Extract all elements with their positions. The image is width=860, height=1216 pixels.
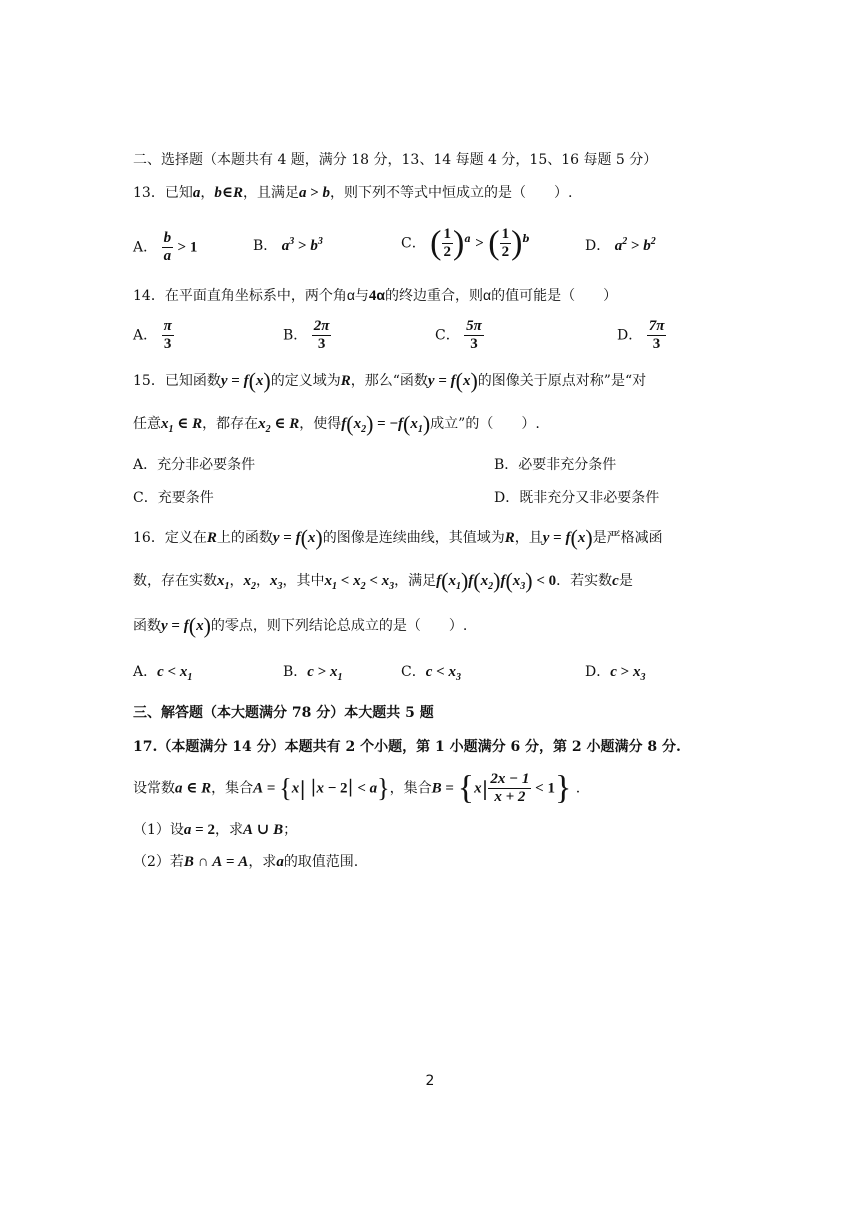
question-16-stem-line1: 16．定义在R上的函数y = f(x)的图像是连续曲线，其值域为R，且y = f(x)是严格减函 <box>133 525 663 550</box>
q14-option-b: B． $\frac{2\pi}{3}$ <box>283 318 330 352</box>
question-13-stem: 13．已知a，b∈R，且满足a > b，则下列不等式中恒成立的是（ ）. <box>133 185 573 201</box>
q13-option-a: A． $\frac{b}{a}$ > 1 <box>133 230 198 264</box>
q14-option-d: D． $\frac{7\pi}{3}$ <box>617 318 665 352</box>
section-2-heading: 二、选择题（本题共有 4 题，满分 18 分，13、14 每题 4 分，15、16 每题 5 分） <box>133 152 658 168</box>
q13-option-c: C． ( $\frac{1}{2}$ )$^a$ > ( $\frac{1}{2}$ )$^b$ <box>401 224 530 262</box>
q13-option-b: B． $a^3 > b^3$ <box>253 236 323 254</box>
question-17-stem: 设常数a ∈ R，集合A = {x| |x − 2| < a}，集合B = {x| $\frac{2x - 1}{x + 2}$ < 1} . <box>133 769 581 807</box>
q15-option-c: C．充要条件 <box>133 490 214 506</box>
question-16-stem-line2: 数，存在实数$x_1$，$x_2$，$x_3$，其中$x_1 < x_2 < x_3$，满足$f(x_1)f(x_2)f(x_3) < 0$．若实数c是 <box>133 568 633 593</box>
q16-option-d: D．$c > x_3$ <box>585 664 646 683</box>
q13-option-d: D． $a^2 > b^2$ <box>585 236 656 254</box>
q14-option-c: C． $\frac{5\pi}{3}$ <box>435 318 482 352</box>
q15-option-d: D．既非充分又非必要条件 <box>494 490 660 506</box>
question-15-stem-line2: 任意$x_1$ ∈ R，都存在$x_2$ ∈ R，使得$f(x_2) = -f(x_1)$成立”的（ ）. <box>133 411 540 436</box>
q16-option-c: C．$c < x_3$ <box>401 664 461 683</box>
question-17-part-2: （2）若B ∩ A = A，求a的取值范围. <box>133 854 359 870</box>
q16-option-b: B．$c > x_1$ <box>283 664 343 683</box>
question-17-part-1: （1）设a = 2，求A ∪ B； <box>133 822 298 838</box>
page-number: 2 <box>425 1073 435 1089</box>
question-15-stem-line1: 15．已知函数y = f(x)的定义域为R，那么“函数y = f(x)的图像关于原点对称”是“对 <box>133 368 647 393</box>
q14-option-a: A． $\frac{\pi}{3}$ <box>133 318 172 352</box>
question-17-header: 17.（本题满分 14 分）本题共有 2 个小题，第 1 小题满分 6 分，第 2 小题满分 8 分. <box>133 739 681 755</box>
question-16-stem-line3: 函数y = f(x)的零点，则下列结论总成立的是（ ）. <box>133 613 468 638</box>
q16-option-a: A．$c < x_1$ <box>133 664 193 683</box>
q15-option-b: B．必要非充分条件 <box>494 457 617 473</box>
question-14-stem: 14．在平面直角坐标系中，两个角α与4α的终边重合，则α的值可能是（ ） <box>133 287 618 304</box>
q15-option-a: A．充分非必要条件 <box>133 457 256 473</box>
section-3-heading: 三、解答题（本大题满分 78 分）本大题共 5 题 <box>133 705 434 721</box>
